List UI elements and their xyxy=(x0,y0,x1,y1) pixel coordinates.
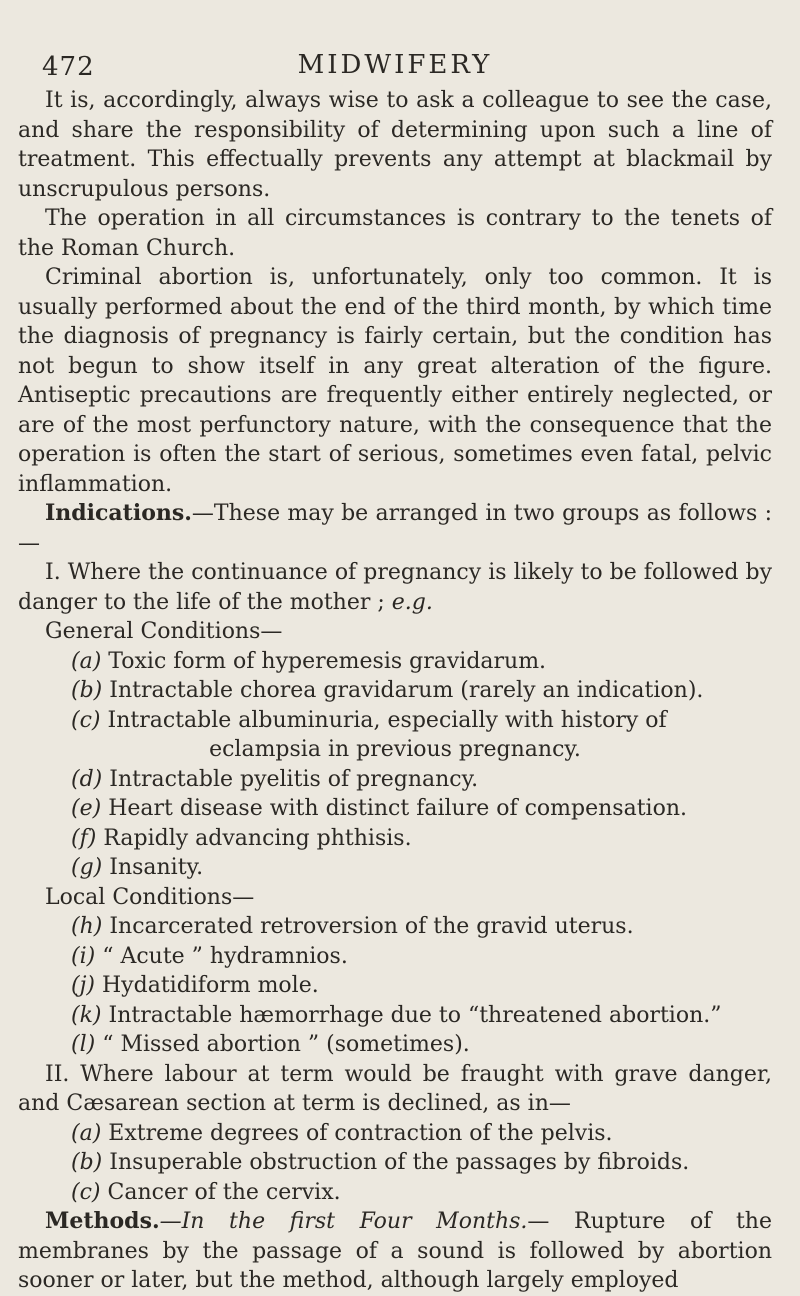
body-text xyxy=(18,86,772,1296)
list-item: (f) Rapidly advancing phthisis. xyxy=(71,825,412,851)
list-item: (h) Incarcerated retroversion of the gravid uterus. xyxy=(71,914,634,939)
indications-heading: Indications. xyxy=(45,500,192,526)
list-item: (a) Toxic form of hyperemesis gravidarum. xyxy=(71,648,547,674)
local-conditions-heading: Local Conditions— xyxy=(45,884,255,910)
paragraph-methods xyxy=(18,1207,772,1296)
paragraph-criminal-abortion: Criminal abortion is, unfortunately, only too common. It is usually performed about the end of the third month, by which time the diagnosis of pregnancy is fairly certain, but the condition has not begun to show itself in any great alteration of the figure. Antiseptic precautions are frequently either entirely neglected, or are of the most perfunctory nature, with the consequence that the operation is often the start of serious, sometimes even fatal, pelvic inflammation. xyxy=(18,265,772,497)
page-number: 472 xyxy=(42,52,95,82)
list-item: (c) Intractable albuminuria, especially with history of xyxy=(71,707,667,733)
list-item: (j) Hydatidiform mole. xyxy=(71,973,319,998)
group-one-heading xyxy=(18,558,772,617)
group-one-text: I. Where the continuance of pregnancy is likely to be followed by danger to the life of the mother ; xyxy=(18,560,772,615)
methods-heading: Methods. xyxy=(45,1208,160,1234)
general-conditions-heading: General Conditions— xyxy=(45,619,283,644)
methods-text: — Rupture of the membranes by the passage of a sound is followed by abortion sooner or later, but the method, although largely employed xyxy=(18,1209,772,1293)
methods-subheading: —In the first Four Months. xyxy=(159,1209,528,1234)
list-item: (b) Insuperable obstruction of the passages by fibroids. xyxy=(71,1150,690,1175)
group-two-heading: II. Where labour at term would be fraught with grave danger, and Cæsarean section at term is declined, as in— xyxy=(18,1061,772,1116)
list-item: (e) Heart disease with distinct failure of compensation. xyxy=(71,796,687,821)
list-item: (i) “ Acute ” hydramnios. xyxy=(71,943,348,969)
list-item: (g) Insanity. xyxy=(71,855,204,880)
list-item: (l) “ Missed abortion ” (sometimes). xyxy=(71,1032,470,1057)
indications-text: —These may be arranged in two groups as follows :— xyxy=(18,501,772,556)
list-item: (b) Intractable chorea gravidarum (rarely an indication). xyxy=(71,678,704,703)
paragraph-roman-church: The operation in all circumstances is contrary to the tenets of the Roman Church. xyxy=(18,206,772,261)
list-item: (a) Extreme degrees of contraction of the pelvis. xyxy=(71,1120,613,1146)
running-head: MIDWIFERY xyxy=(297,50,493,80)
paragraph-colleague: It is, accordingly, always wise to ask a colleague to see the case, and share the responsibility of determining upon such a line of treatment. This effectually prevents any attempt at blackmail by unscrupulous persons. xyxy=(18,88,772,202)
list-item-continuation: eclampsia in previous pregnancy. xyxy=(209,737,581,762)
paragraph-indications xyxy=(18,499,772,558)
page-header xyxy=(18,46,772,86)
list-item: (k) Intractable hæmorrhage due to “threatened abortion.” xyxy=(71,1002,722,1028)
group-one-eg: e.g. xyxy=(384,589,433,615)
list-item: (d) Intractable pyelitis of pregnancy. xyxy=(71,766,479,792)
list-item: (c) Cancer of the cervix. xyxy=(71,1179,341,1205)
